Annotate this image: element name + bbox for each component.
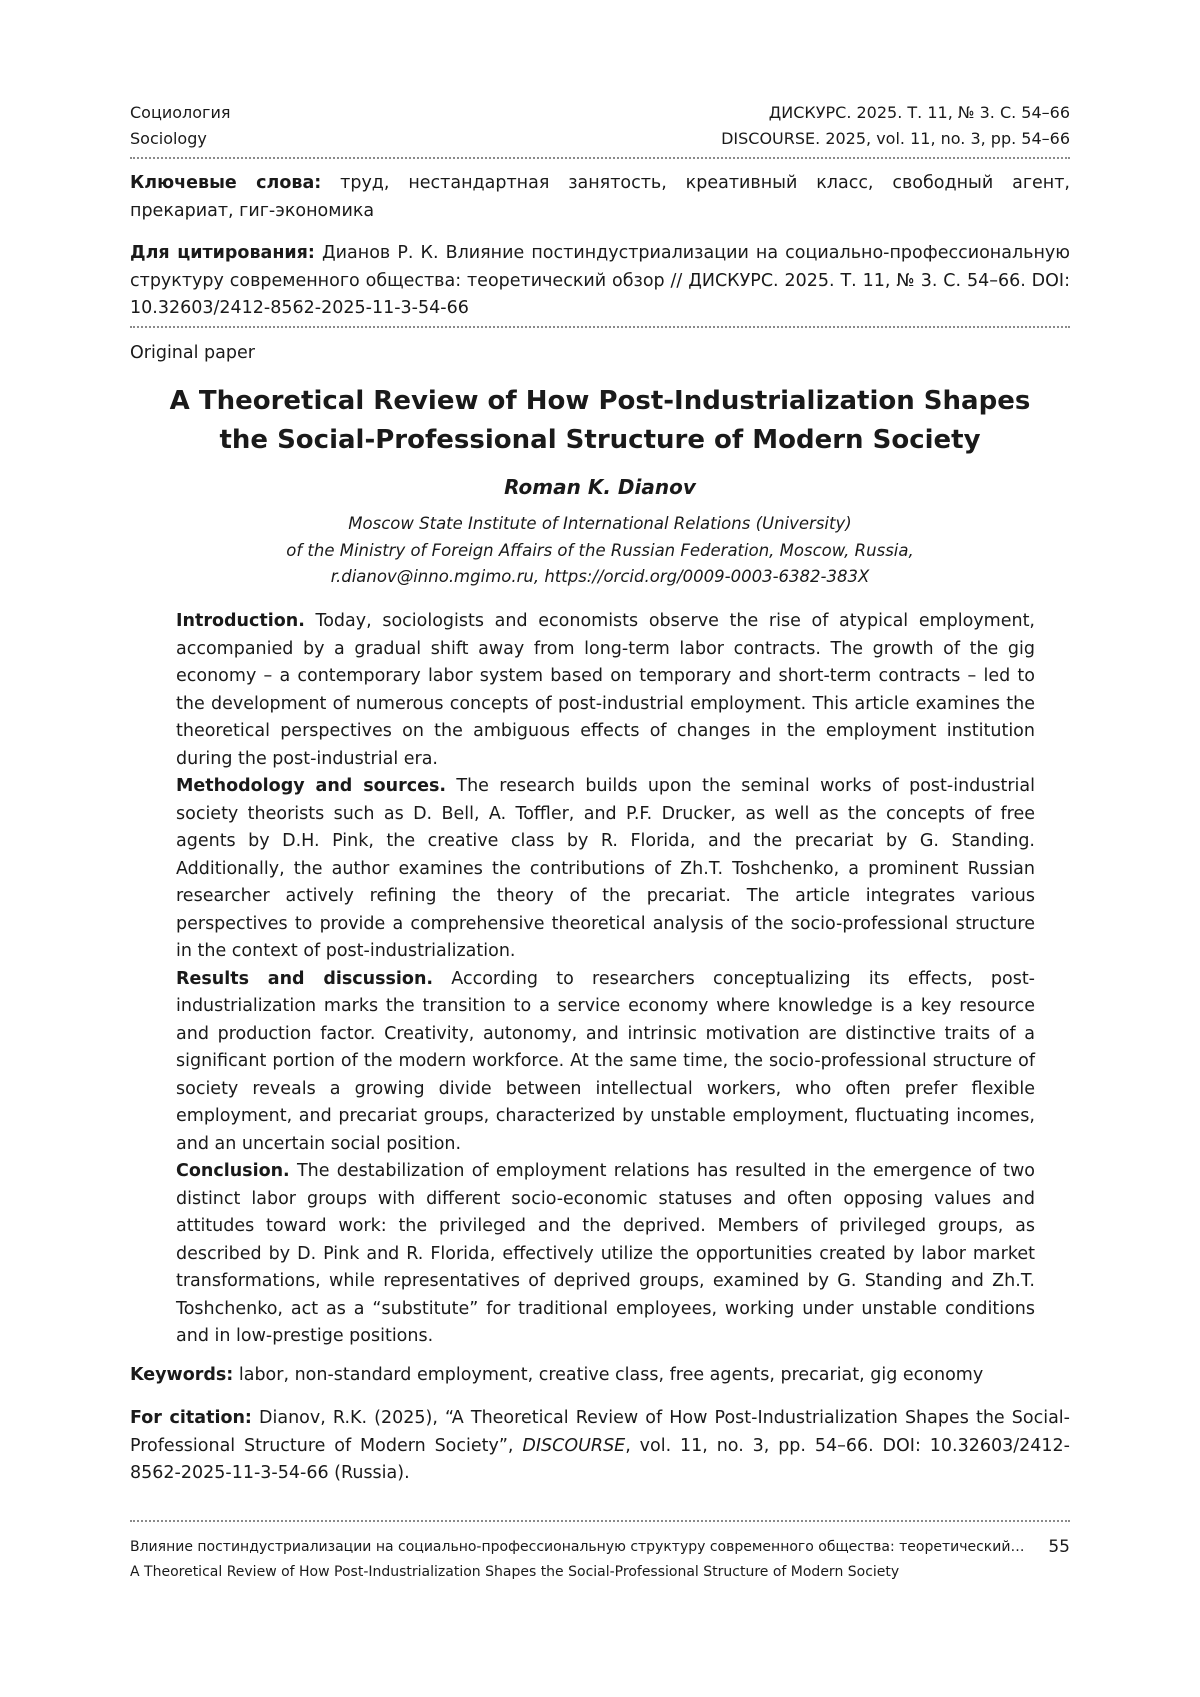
citation-en [130,1405,1070,1488]
footer-title-ru: Влияние постиндустриализации на социально-профессиональную структуру современного общества: теоретический… [130,1539,1025,1555]
keywords-en [130,1362,1070,1390]
keywords-en-text: labor, non-standard employment, creative class, free agents, precariat, gig economy [233,1365,984,1385]
citation-divider [130,326,1070,328]
header-left [130,100,230,152]
paper-type: Original paper [130,343,255,363]
intro-text: Today, sociologists and economists observe the rise of atypical employment, accompanied by a gradual shift away from long-term labor contracts. The growth of the gig economy – a contemporary labor system based on temporary and short-term contracts – led to the development of numerous concepts of post-industrial employment. This article examines the theoretical perspectives on the ambiguous effects of changes in the employment institution during the post-industrial era. [176,611,1035,769]
journal-ref-ru: ДИСКУРС. 2025. Т. 11, № 3. С. 54–66 [768,103,1070,122]
conclusion-text: The destabilization of employment relations has resulted in the emergence of two distinct labor groups with different socio-economic statuses and often opposing values and attitudes toward work: the privileged and the deprived. Members of privileged groups, as described by D. Pink and R. Florida, effectively utilize the opportunities created by labor market transformations, while representatives of deprived groups, examined by G. Standing and Zh.T. Toshchenko, act as a “substitute” for traditional employees, working under unstable conditions and in low-prestige positions. [176,1161,1035,1346]
abstract-introduction [176,608,1035,773]
citation-en-journal: DISCOURSE [522,1435,626,1456]
citation-ru [130,240,1070,323]
abstract-conclusion [176,1158,1035,1351]
citation-en-text-2: , vol. 11, no. 3, pp. 54–66. DOI: 10.32603/2412-8562-2025-11-3-54-66 (Russia). [130,1435,1070,1483]
author-name: Roman K. Dianov [504,475,696,499]
abstract-results [176,966,1035,1159]
footer-title-en: A Theoretical Review of How Post-Industrialization Shapes the Social-Professional Structure of Modern Society [130,1564,900,1580]
keywords-en-label: Keywords: [130,1365,234,1385]
citation-ru-text: Дианов Р. К. Влияние постиндустриализации на социально-профессиональную структуру современного общества: теоретический обзор // ДИСКУРС. 2025. Т. 11, № 3. С. 54–66. DOI: 10.32603/2412-8562-2025-11-3-54-66 [130,243,1070,318]
keywords-ru-label: Ключевые слова: [130,173,322,193]
affiliation-line-1: Moscow State Institute of International Relations (University) [348,514,852,533]
header-divider [130,157,1070,159]
footer-divider [130,1520,1070,1522]
article-title [130,382,1070,460]
affiliation-line-2: of the Ministry of Foreign Affairs of the Russian Federation, Moscow, Russia, [286,540,914,560]
results-text: According to researchers conceptualizing its effects, post-industrialization marks the transition to a service economy where knowledge is a key resource and production factor. Creativity, autonomy, and intrinsic motivation are distinctive traits of a significant portion of the modern workforce. At the same time, the socio-professional structure of society reveals a growing divide between intellectual workers, who often prefer flexible employment, and precariat groups, characterized by unstable employment, fluctuating incomes, and an uncertain social position. [176,968,1035,1154]
conclusion-label: Conclusion. [176,1161,290,1181]
title-line-1: A Theoretical Review of How Post-Industrialization Shapes [169,386,1031,416]
section-en: Sociology [130,129,207,148]
citation-en-label: For citation: [130,1408,252,1428]
citation-ru-label: Для цитирования: [130,243,315,263]
keywords-ru [130,170,1070,225]
citation-en-text-1: Dianov, R.K. (2025), “A Theoretical Review of How Post-Industrialization Shapes the Social-Professional Structure of Modern Society”, [130,1408,1070,1456]
method-text: The research builds upon the seminal works of post-industrial society theorists such as D. Bell, A. Toffler, and P.F. Drucker, as well as the concepts of free agents by D.H. Pink, the creative class by R. Florida, and the precariat by G. Standing. Additionally, the author examines the contributions of Zh.T. Toshchenko, a prominent Russian researcher actively refining the theory of the precariat. The article integrates various perspectives to provide a comprehensive theoretical analysis of the socio-professional structure in the context of post-industrialization. [176,776,1035,961]
abstract [176,608,1035,1351]
journal-ref-en: DISCOURSE. 2025, vol. 11, no. 3, pp. 54–66 [721,129,1070,148]
page-number: 55 [1048,1537,1070,1557]
affiliation [130,511,1070,591]
keywords-ru-text: труд, нестандартная занятость, креативный класс, свободный агент, прекариат, гиг-экономика [130,173,1070,221]
affiliation-contacts: r.dianov@inno.mgimo.ru, https://orcid.org/0009-0003-6382-383X [330,567,870,586]
method-label: Methodology and sources. [176,776,447,796]
results-label: Results and discussion. [176,968,434,989]
intro-label: Introduction. [176,611,305,631]
abstract-methodology [176,773,1035,966]
section-ru: Социология [130,103,231,122]
title-line-2: the Social-Professional Structure of Modern Society [219,425,981,455]
header-right [721,100,1070,152]
